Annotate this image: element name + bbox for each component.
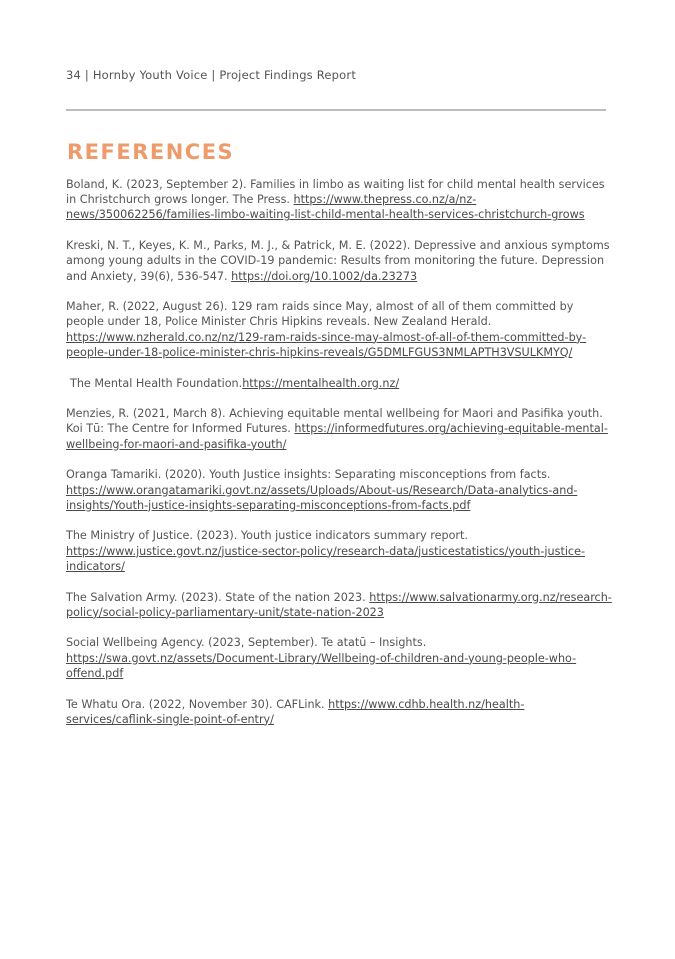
reference-link[interactable]: https://www.orangatamariki.govt.nz/assets/Uploads/About-us/Research/Data-analytics-and-insights/Youth-justice-insights-separating-misconceptions-from-facts.pdf <box>66 483 578 512</box>
reference-item <box>66 376 614 391</box>
reference-link[interactable]: https://www.justice.govt.nz/justice-sector-policy/research-data/justicestatistics/youth-justice-indicators/ <box>66 544 586 573</box>
header-divider <box>66 109 606 111</box>
reference-link[interactable]: https://www.salvationarmy.org.nz/research-policy/social-policy-parliamentary-unit/state-nation-2023 <box>66 590 612 619</box>
reference-link[interactable]: https://swa.govt.nz/assets/Document-Library/Wellbeing-of-children-and-young-people-who-offend.pdf <box>66 651 577 680</box>
reference-text: Maher, R. (2022, August 26). 129 ram raids since May, almost of all of them committed by people under 18, Police Minister Chris Hipkins reveals. New Zealand Herald. <box>66 300 574 329</box>
reference-link[interactable]: https://doi.org/10.1002/da.23273 <box>231 269 418 283</box>
reference-item <box>66 177 614 223</box>
reference-text: Social Wellbeing Agency. (2023, September). Te atatū – Insights. <box>66 636 427 650</box>
section-title: REFERENCES <box>67 140 235 164</box>
reference-link[interactable]: https://mentalhealth.org.nz/ <box>242 376 400 390</box>
reference-item <box>66 590 614 620</box>
reference-item <box>66 299 614 360</box>
reference-item <box>66 528 614 574</box>
reference-text: The Salvation Army. (2023). State of the nation 2023. <box>66 590 370 604</box>
reference-link[interactable]: https://www.thepress.co.nz/a/nz-news/350062256/families-limbo-waiting-list-child-mental-health-services-christchurch-grows <box>66 193 585 222</box>
reference-link[interactable]: https://www.cdhb.health.nz/health-services/caflink-single-point-of-entry/ <box>66 697 525 726</box>
reference-list <box>66 177 614 742</box>
reference-item <box>66 467 614 513</box>
reference-item <box>66 635 614 681</box>
reference-item <box>66 697 614 727</box>
reference-text: Oranga Tamariki. (2020). Youth Justice insights: Separating misconceptions from facts. <box>66 468 551 482</box>
reference-text: Kreski, N. T., Keyes, K. M., Parks, M. J., & Patrick, M. E. (2022). Depressive and anxious symptoms among young adults in the COVID-19 pandemic: Results from monitoring the future. Depression and Anxiety, 39(6), 536-547. <box>66 239 610 283</box>
reference-item <box>66 406 614 452</box>
reference-link[interactable]: https://www.nzherald.co.nz/nz/129-ram-raids-since-may-almost-of-all-of-them-committed-by-people-under-18-police-minister-chris-hipkins-reveals/G5DMLFGUS3NMLAPTH3VSULKMYQ/ <box>66 330 587 359</box>
reference-text: Menzies, R. (2021, March 8). Achieving equitable mental wellbeing for Maori and Pasifika youth. Koi Tū: The Centre for Informed Futures. <box>66 407 603 436</box>
reference-text: The Mental Health Foundation. <box>70 376 243 390</box>
reference-link[interactable]: https://informedfutures.org/achieving-equitable-mental-wellbeing-for-maori-and-pasifika-youth/ <box>66 422 608 451</box>
reference-item <box>66 238 614 284</box>
running-header: 34 | Hornby Youth Voice | Project Findings Report <box>66 68 357 82</box>
reference-text: Boland, K. (2023, September 2). Families in limbo as waiting list for child mental health services in Christchurch grows longer. The Press. <box>66 178 605 207</box>
reference-text: Te Whatu Ora. (2022, November 30). CAFLink. <box>66 697 329 711</box>
reference-text: The Ministry of Justice. (2023). Youth justice indicators summary report. <box>66 529 468 543</box>
